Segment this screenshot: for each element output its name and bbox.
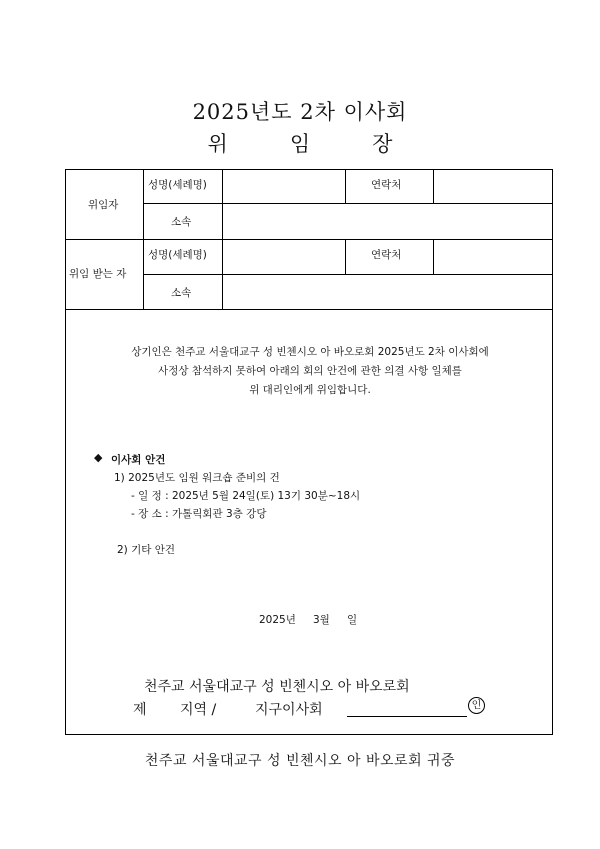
agenda-bullet-icon: ◆ <box>94 451 103 464</box>
delegator-name-label: 성명(세례명) <box>148 179 207 191</box>
seal-icon: 인 <box>468 697 485 714</box>
grid-col-line <box>345 169 346 204</box>
delegate-name-field[interactable] <box>223 240 344 273</box>
delegate-label: 위임 받는 자 <box>69 268 127 280</box>
agenda-item-1: 1) 2025년도 임원 워크숍 준비의 건 <box>114 472 280 484</box>
document-title: 2025년도 2차 이사회 <box>192 100 408 124</box>
delegate-affiliation-field[interactable] <box>223 275 551 308</box>
statement-line: 상기인은 천주교 서울대교구 성 빈첸시오 아 바오로회 2025년도 2차 이사회에 <box>131 346 489 358</box>
agenda-item-2: 2) 기타 안건 <box>117 544 176 556</box>
delegator-name-field[interactable] <box>223 170 344 202</box>
signature-council: 지구이사회 <box>255 702 323 718</box>
grid-col-line <box>143 169 144 310</box>
frame-left <box>65 169 66 735</box>
signature-prefix: 제 <box>133 702 147 718</box>
delegator-contact-label: 연락처 <box>371 179 402 191</box>
agenda-item-1-schedule: - 일 정 : 2025년 5월 24일(토) 13기 30분~18시 <box>131 490 361 502</box>
frame-right <box>552 169 553 735</box>
date-day: 일 <box>347 614 358 626</box>
subtitle-char-2: 임 <box>289 132 311 156</box>
delegate-name-label: 성명(세례명) <box>148 249 207 261</box>
statement-line: 위 대리인에게 위임합니다. <box>249 384 371 396</box>
statement-line: 사정상 참석하지 못하여 아래의 회의 안건에 관한 의결 사항 일체를 <box>158 365 462 377</box>
grid-row-line <box>65 309 553 310</box>
date-month: 3월 <box>313 614 330 626</box>
subtitle-char-3: 장 <box>372 132 393 156</box>
subtitle-char-1: 위 <box>207 132 228 156</box>
signature-line[interactable] <box>347 716 467 717</box>
delegate-contact-label: 연락처 <box>371 249 402 261</box>
agenda-item-1-venue: - 장 소 : 가톨릭회관 3층 강당 <box>131 508 267 520</box>
signature-org: 천주교 서울대교구 성 빈첸시오 아 바오로회 <box>144 679 410 695</box>
delegator-contact-field[interactable] <box>434 170 551 202</box>
signature-region: 지역 / <box>180 702 217 718</box>
grid-col-line <box>345 239 346 275</box>
footer-recipient: 천주교 서울대교구 성 빈첸시오 아 바오로회 귀중 <box>144 753 456 769</box>
delegator-label: 위임자 <box>88 199 119 211</box>
delegate-affiliation-label: 소속 <box>171 287 192 299</box>
frame-bottom <box>65 734 553 735</box>
delegate-contact-field[interactable] <box>434 240 551 273</box>
agenda-heading: 이사회 안건 <box>111 454 166 466</box>
delegator-affiliation-field[interactable] <box>223 204 551 238</box>
delegation-statement <box>66 343 554 400</box>
document-subtitle <box>0 128 600 158</box>
delegator-affiliation-label: 소속 <box>171 216 192 228</box>
date-year: 2025년 <box>259 614 296 626</box>
